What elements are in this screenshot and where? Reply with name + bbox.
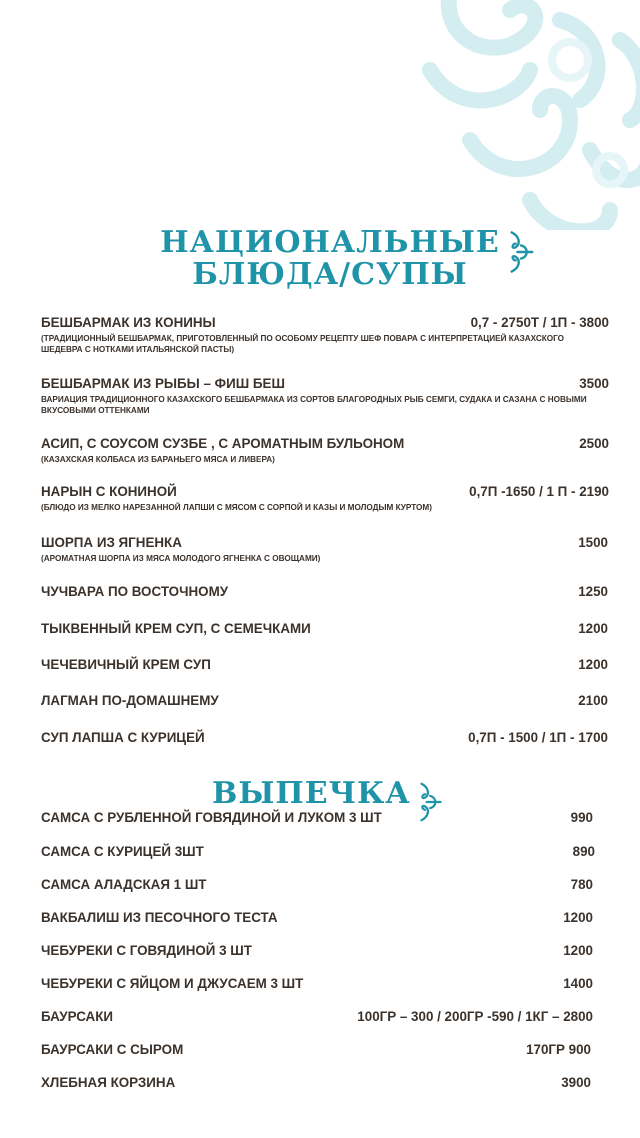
item-name: АСИП, С СОУСОМ СУЗБЕ , С АРОМАТНЫМ БУЛЬОНОМ [41, 436, 405, 451]
item-name: БАУРСАКИ [41, 1009, 114, 1024]
menu-item [41, 1075, 591, 1090]
item-description: (АРОМАТНАЯ ШОРПА ИЗ МЯСА МОЛОДОГО ЯГНЕНКА С ОВОЩАМИ) [41, 554, 321, 563]
ornament-corner-icon [410, 0, 640, 230]
menu-item [41, 877, 593, 892]
item-name: ВАКБАЛИШ ИЗ ПЕСОЧНОГО ТЕСТА [41, 910, 278, 925]
menu-item [41, 621, 608, 636]
item-price: 1200 [578, 621, 608, 636]
item-name: ШОРПА ИЗ ЯГНЕНКА [41, 535, 182, 550]
item-price: 2100 [578, 693, 608, 708]
menu-item [41, 1009, 593, 1024]
item-price: 3900 [561, 1075, 591, 1090]
section-title-soups [160, 225, 500, 292]
item-description: (КАЗАХСКАЯ КОЛБАСА ИЗ БАРАНЬЕГО МЯСА И ЛИВЕРА) [41, 455, 275, 464]
item-name: САМСА АЛАДСКАЯ 1 ШТ [41, 877, 207, 892]
item-price: 3500 [579, 376, 609, 391]
menu-item [41, 315, 609, 355]
item-description: (ТРАДИЦИОННЫЙ БЕШБАРМАК, ПРИГОТОВЛЕННЫЙ ПО ОСОБОМУ РЕЦЕПТУ ШЕФ ПОВАРА С ИНТЕРПРЕТАЦИЕЙ КАЗАХСКОГО ШЕДЕВРА С НОТКАМИ ИТАЛЬЯНСКОЙ ПАСТЫ) [41, 334, 565, 354]
item-price: 1200 [578, 657, 608, 672]
item-name: ЛАГМАН ПО-ДОМАШНЕМУ [41, 693, 219, 708]
item-price: 1250 [578, 584, 608, 599]
item-name: ЧЕБУРЕКИ С ГОВЯДИНОЙ 3 ШТ [41, 943, 252, 958]
menu-item [41, 910, 593, 925]
item-price: 990 [570, 810, 593, 825]
item-price: 1500 [578, 535, 608, 550]
menu-item [41, 584, 608, 599]
menu-item [41, 1042, 591, 1057]
item-price: 1400 [563, 976, 593, 991]
item-name: ЧЕЧЕВИЧНЫЙ КРЕМ СУП [41, 657, 211, 672]
item-price: 0,7 - 2750Т / 1П - 3800 [470, 315, 609, 330]
item-name: БЕШБАРМАК ИЗ КОНИНЫ [41, 315, 216, 330]
item-name: ХЛЕБНАЯ КОРЗИНА [41, 1075, 176, 1090]
menu-item [41, 976, 593, 991]
item-price: 1200 [563, 910, 593, 925]
item-name: БЕШБАРМАК ИЗ РЫБЫ – ФИШ БЕШ [41, 376, 285, 391]
menu-item [41, 693, 608, 708]
ornament-icon [508, 228, 536, 276]
item-price: 2500 [579, 436, 609, 451]
item-name: ЧУЧВАРА ПО ВОСТОЧНОМУ [41, 584, 229, 599]
item-name: СУП ЛАПША С КУРИЦЕЙ [41, 730, 205, 745]
item-price: 0,7П -1650 / 1 П - 2190 [469, 484, 609, 499]
section-title-pastry: ВЫПЕЧКА [212, 776, 411, 811]
menu-item [41, 376, 609, 416]
section-title-line2: БЛЮДА/СУПЫ [192, 257, 468, 292]
item-price: 170ГР 900 [526, 1042, 591, 1057]
item-name: ЧЕБУРЕКИ С ЯЙЦОМ И ДЖУСАЕМ 3 ШТ [41, 976, 304, 991]
item-description: (БЛЮДО ИЗ МЕЛКО НАРЕЗАННОЙ ЛАПШИ С МЯСОМ С СОРПОЙ И КАЗЫ И МОЛОДЫМ КУРТОМ) [41, 503, 432, 512]
menu-item [41, 535, 608, 564]
item-name: НАРЫН С КОНИНОЙ [41, 484, 177, 499]
item-price: 780 [570, 877, 593, 892]
item-price: 100ГР – 300 / 200ГР -590 / 1КГ – 2800 [357, 1009, 593, 1024]
menu-item [41, 484, 609, 513]
item-name: САМСА С КУРИЦЕЙ 3ШТ [41, 844, 204, 859]
item-name: САМСА С РУБЛЕННОЙ ГОВЯДИНОЙ И ЛУКОМ 3 ШТ [41, 810, 382, 825]
menu-item [41, 844, 595, 859]
item-price: 1200 [563, 943, 593, 958]
section-title-line1: НАЦИОНАЛЬНЫЕ [160, 225, 500, 260]
menu-item [41, 436, 609, 465]
item-price: 890 [572, 844, 595, 859]
item-name: БАУРСАКИ С СЫРОМ [41, 1042, 184, 1057]
item-name: ТЫКВЕННЫЙ КРЕМ СУП, С СЕМЕЧКАМИ [41, 621, 311, 636]
menu-item [41, 657, 608, 672]
menu-item [41, 730, 608, 745]
menu-item [41, 810, 593, 825]
menu-item [41, 943, 593, 958]
item-description: ВАРИАЦИЯ ТРАДИЦИОННОГО КАЗАХСКОГО БЕШБАРМАКА ИЗ СОРТОВ БЛАГОРОДНЫХ РЫБ СЕМГИ, СУДАКА И САЗАНА С НОВЫМИ ВКУСОВЫМИ ОТТЕНКАМИ [41, 395, 587, 415]
item-price: 0,7П - 1500 / 1П - 1700 [468, 730, 608, 745]
